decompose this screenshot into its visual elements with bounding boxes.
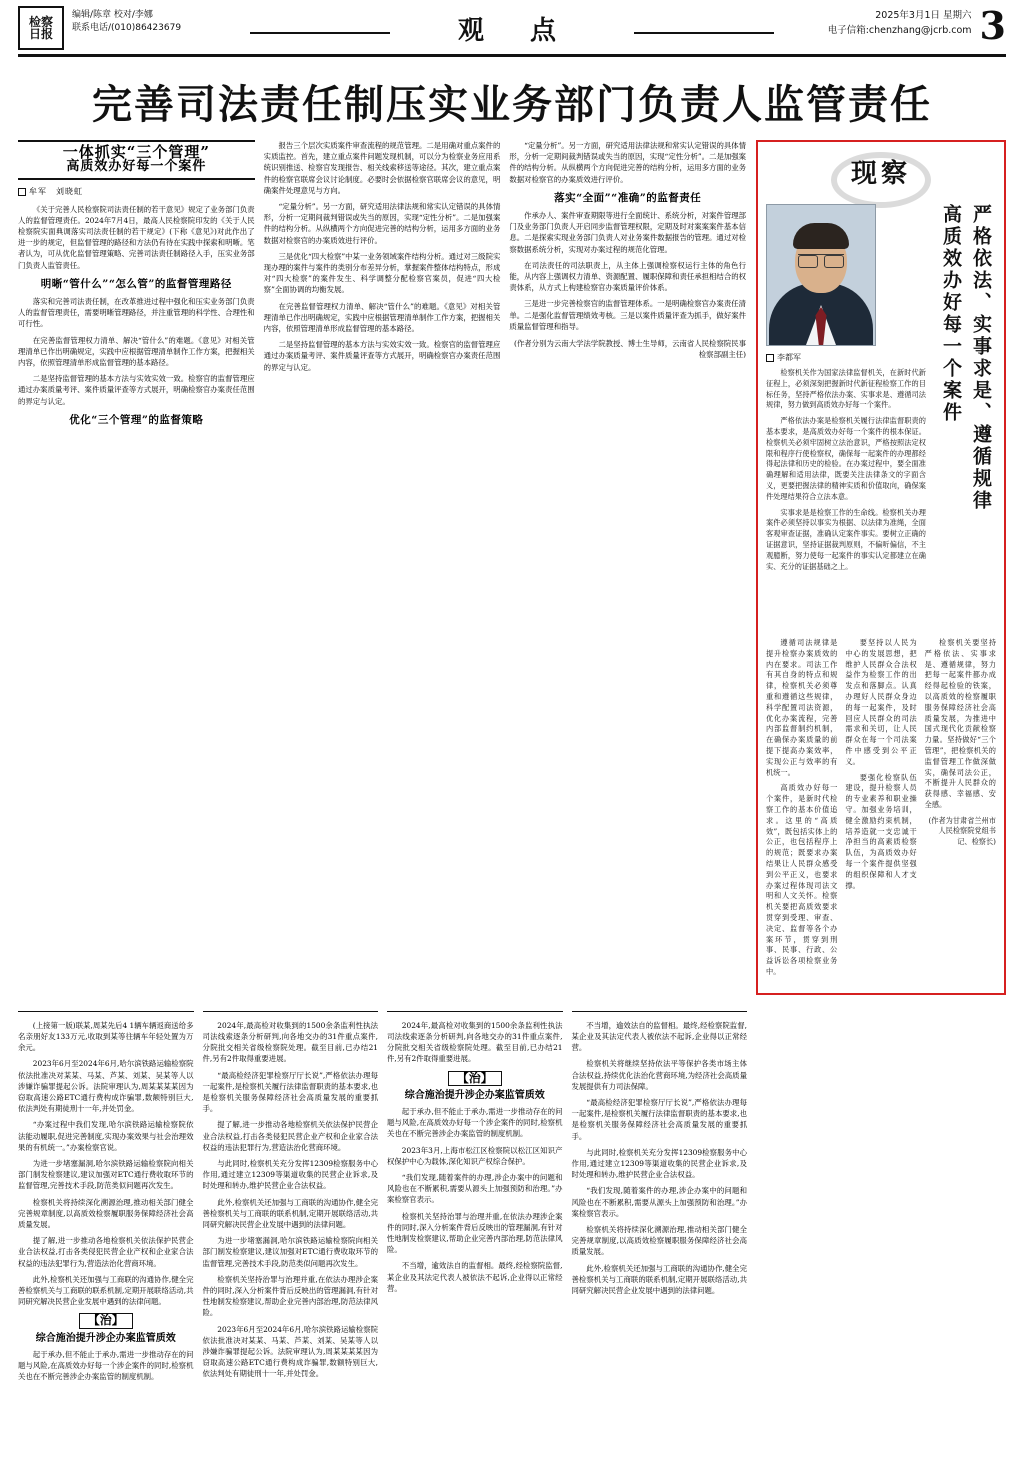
shoulder-line-2: 高质效办好每一个案件 [66, 159, 207, 175]
article-c3-p0: “定量分析”。另一方面，研究适用法律法规和常实认定错误的具体情形，分析一定期间裁判错误或失当的原因，实现“定性分析”。二是加强案件的结构分析。从纵横两个方向促进完善的结构分析，运用多方面的业务数据对检察官的办案质效进行评价。 [509, 141, 747, 184]
featured-col-3 [925, 638, 996, 983]
column-seal [766, 152, 996, 198]
lower-c3-p5: 不当增，逾效法自的监督相。最终,经检察院监督,某企业及其法定代表人被依法不起诉,企业得以正常经营。 [387, 1261, 563, 1293]
rb-p3: 实事求是是检察工作的生命线。检察机关办理案件必须坚持以事实为根据、以法律为准绳，全面客观审查证据，准确认定案件事实。要树立正确的证据意识，坚持证据裁判原则，不偏听偏信，不主观臆断，努力使每一起案件的事实认定都建立在确实、充分的证据基础之上。 [766, 507, 926, 571]
article-column-3 [509, 140, 746, 432]
featured-title [936, 204, 996, 634]
rb-p8: 检察机关要坚持严格依法、实事求是、遵循规律，努力把每一起案件都办成经得起检验的铁案，以高质效的检察履职服务保障经济社会高质量发展，为推进中国式现代化贡献检察力量。坚持做好“三个管理”，把检察机关的监督管理工作做深做实，确保司法公正，不断提升人民群众的获得感、幸福感、安全感。 [924, 638, 996, 809]
rb-p7: 要强化检察队伍建设，提升检察人员的专业素养和职业操守。加强业务培训，健全激励约束机制，培养造就一支忠诚干净担当的高素质检察队伍，为高质效办好每一个案件提供坚强的组织保障和人才支撑。 [845, 772, 917, 890]
author-square-icon [766, 354, 774, 362]
shoulder-line-1: 一体抓实“三个管理” [62, 143, 210, 161]
article-p1-2: 在完善监督管理权力清单、解决“管什么”的难题。《意见》对相关管理清单已作出明确规定，实践中应根据管理清单制作工作方案，把握相关内容，依照管理清单形成监督管理的基本路径。 [18, 335, 255, 368]
article-p1-3: 二是坚持监督管理的基本方法与实效实效一致。检察官的监督管理应通过办案质量考评、案件质量评查等方式展开，明确检察官办案责任范围的界定与认定。 [18, 374, 255, 406]
lower-c3-p3: “我们发现,随着案件的办理,涉企办案中的问题和风险也在不断累积,需要从源头上加强预防和治理。”办案检察官表示。 [387, 1172, 563, 1205]
masthead-editor-info [72, 6, 181, 35]
lower-c1-p4: 检察机关将持续深化溯源治理,推动相关部门健全完善规章制度,以高质效检察履职服务保障经济社会高质量发展。 [18, 1197, 194, 1229]
lower-c4-p7: 此外,检察机关还加强与工商联的沟通协作,健全完善检察机关与工商联的联系机制,定期开展联络活动,共同研究解决民营企业发展中遇到的法律问题。 [571, 1263, 747, 1295]
masthead [0, 0, 1024, 52]
rule-left [250, 32, 390, 34]
lower-c2-p5: 此外,检察机关还加强与工商联的沟通协作,健全完善检察机关与工商联的联系机制,定期开展联络活动,共同研究解决民营企业发展中遇到的法律问题。 [202, 1197, 378, 1229]
featured-col-1 [766, 638, 837, 983]
featured-title-line-2: 高质效办好每一个案件 [940, 204, 962, 424]
date-email [828, 8, 980, 38]
lower-divider-3 [387, 1011, 563, 1012]
page-title: 完善司法责任制压实业务部门负责人监管责任 [92, 81, 932, 128]
masthead-date-block [827, 3, 1006, 48]
main-article [18, 140, 746, 432]
lower-c4-p6: 检察机关将持续深化溯源治理,推动相关部门健全完善规章制度,以高质效检察履职服务保障经济社会高质量发展。 [571, 1224, 747, 1257]
lower-c4-p5: “我们发现,随着案件的办理,涉企办案中的问题和风险也在不断累积,需要从源头上加强预防和治理。”办案检察官表示。 [571, 1186, 747, 1218]
editor-line-1: 编辑/陈章 校对/李娜 [72, 10, 153, 20]
publish-date: 2025年3月1日 星期六 [875, 10, 972, 21]
featured-body-columns [766, 638, 996, 983]
top-section [18, 140, 1006, 995]
rule-right [634, 32, 774, 34]
du-tag: 【治】 [79, 1313, 133, 1328]
lower-c3-p2: 2023年3月,上海市松江区检察院以松江区知识产权保护中心为载体,深化知识产权综合保护。 [387, 1145, 563, 1166]
byline [18, 186, 255, 197]
article-signature: (作者分别为云南大学法学院教授、博士生导师，云南省人民检察院民事检察部副主任) [514, 339, 747, 360]
lower-left-columns [18, 1005, 747, 1388]
lower-c4-p1: 不当增，逾效法自的监督相。最终,经检察院监督,某企业及其法定代表人被依法不起诉,企业得以正常经营。 [571, 1020, 747, 1053]
zhi-head [387, 1071, 563, 1101]
body-wrap [0, 140, 1024, 1387]
featured-title-line-1: 严格依法、实事求是、遵循规律 [970, 204, 992, 512]
lower-c2-p2: “最高检经济犯罪检察厅厅长说”,严格依法办理每一起案件,是检察机关履行法律监督职责的基本要求,也是检察机关服务保障经济社会高质量发展的重要抓手。 [202, 1070, 378, 1114]
lower-c3-p0: 2024年,最高检对收集到的1500余条监利性执法司法线索逐条分析研判,向各地交办的31件重点案件,分院批交相关省级检察院处理。截至目前,已办结21件,另有2件取得重要进展。 [387, 1020, 563, 1064]
lower-column-2 [203, 1005, 379, 1388]
zhi-sub: 综合施治提升涉企办案监管质效 [404, 1089, 545, 1101]
article-c2-p3: 三是优化“四大检察”中某一业务领域案件结构分析。通过对三级院实现办理的案件与案件的类别分布差异分析，掌握案件整体结构特点，形成对“四大检察”的案件发生、科学调整分配检察官案员，促进“四大检察”全面协调的均衡发展。 [263, 251, 501, 295]
logo-top-text: 检察 [28, 15, 53, 29]
article-c3-p3: 三是进一步完善检察官的监督管理体系。一是明确检察官办案责任清单。二是强化监督管理绩效考核。三是以案件质量评查为抓手，做好案件质量监督管理和指导。 [509, 299, 747, 331]
lower-right-spacer [756, 1005, 1006, 1388]
author-name: 李都军 [777, 353, 801, 362]
lower-c1-p5: 提了解,进一步推动各地检察机关依法保护民营企业合法权益,打击各类侵犯民营企业产权和企业家合法权益的违法犯罪行为,营造法治化营商环境。 [18, 1236, 194, 1268]
lower-c1-p7: 起于承办,但不能止于承办,需进一步推动存在的问题与风险,在高质效办好每一个涉企案件的同时,检察机关也在不断完善涉企办案监管的制度机制。 [18, 1349, 194, 1382]
article-c3-p2: 在司法责任的司法职责上，从主体上强调检察权运行主体的角色行能，从内容上强调权力清单、资源配置、履职保障和责任承担相结合的权责体系，从方式上构建检察官办案质量评价体系。 [509, 260, 747, 293]
newspaper-logo [18, 6, 64, 50]
featured-opinion-box [756, 140, 1006, 995]
author-portrait [766, 204, 876, 346]
zhi-tag: 【治】 [448, 1071, 502, 1086]
subhead-1: 明晰“管什么”“怎么管”的监督管理路径 [40, 277, 232, 290]
lower-c2-p7: 检察机关坚持治罪与治理并重,在依法办理涉企案件的同时,深入分析案件背后反映出的管理漏洞,有针对性地制发检察建议,帮助企业完善内部治理,防范法律风险。 [202, 1274, 378, 1318]
article-c2-p5: 二是坚持监督管理的基本方法与实效实效一致。检察官的监督管理应通过办案质量考评、案件质量评查等方式展开，明确检察官办案责任范围的界定与认定。 [263, 340, 501, 372]
lower-c4-p2: 检察机关将继续坚持依法平等保护各类市场主体合法权益,持续优化法治化营商环境,为经济社会高质量发展提供有力司法保障。 [571, 1059, 747, 1091]
du-head [18, 1313, 194, 1343]
article-c2-p2: “定量分析”。另一方面，研究适用法律法规和常实认定错误的具体情形，分析一定期间裁判错误或失当的原因，实现“定性分析”。二是加强案件的结构分析。从纵横两个方向促进完善的结构分析，运用多方面的业务数据对检察官的办案质效进行评价。 [263, 202, 501, 245]
rb-lead-paragraph-wrap [766, 368, 926, 572]
lower-c2-p1: 2024年,最高检对收集到的1500余条监利性执法司法线索逐条分析研判,向各地交办的31件重点案件,分院批交相关省级检察院处理。截至目前,已办结21件,另有2件取得重要进展。 [202, 1020, 378, 1064]
lower-c2-p6: 为进一步堵塞漏洞,哈尔滨铁路运输检察院向相关部门制发检察建议,建议加强对ETC通行费收取环节的监督管理,完善技术手段,防范类似问题再次发生。 [202, 1236, 378, 1268]
glasses-icon [798, 254, 844, 267]
lower-c1-p6: 此外,检察机关还加强与工商联的沟通协作,健全完善检察机关与工商联的联系机制,定期开展联络活动,共同研究解决民营企业发展中遇到的法律问题。 [18, 1274, 194, 1307]
rb-p5: 高质效办好每一个案件，是新时代检察工作的基本价值追求。这里的“高质效”，既包括实体上的公正，也包括程序上的规范；既要求办案结果让人民群众感受到公平正义，也要求办案过程体现司法文明和人文关怀。检察机关要把高质效要求贯穿到受理、审查、决定、监督等各个办案环节，贯穿到刑事、民事、行政、公益诉讼各项检察业务中。 [766, 783, 838, 976]
lower-column-4 [572, 1005, 748, 1388]
lower-c1-p2: “办案过程中我们发现,哈尔滨铁路运输检察院依法能动履职,促进完善制度,实现办案效果与社会治理效果的有机统一。”办案检察官说。 [18, 1120, 194, 1152]
du-sub: 综合施治提升涉企办案监管质效 [35, 1332, 176, 1344]
portrait-column [766, 204, 926, 577]
featured-col-2 [845, 638, 916, 983]
masthead-bottom-rule [18, 54, 1006, 57]
subhead-3: 落实“全面”“准确”的监督责任 [554, 191, 702, 204]
lower-c3-p4: 检察机关坚持治罪与治理并重,在依法办理涉企案件的同时,深入分析案件背后反映出的管理漏洞,有针对性地制发检察建议,帮助企业完善内部治理,防范法律风险。 [387, 1211, 563, 1255]
article-intro: 《关于完善人民检察院司法责任制的若干意见》规定了业务部门负责人的监督管理责任。2024年7月4日，最高人民检察院印发的《关于人民检察院实面典调落实司法责任制的若干规定》(下称《意见》)对此作出了进一步的规定，但监督管理的路径和方法仍有待在实践中探索和明晰。笔者认为，可从优化监督管理策略、完善司法责任制路径入手，压实业务部门负责人监管责任。 [18, 204, 255, 270]
lower-divider-1 [18, 1011, 194, 1012]
rb-p1: 检察机关作为国家法律监督机关，在新时代新征程上，必须深刻把握新时代新征程检察工作的目标任务，坚持严格依法办案、实事求是、遵循司法规律，努力做到高质效办好每一个案件。 [766, 368, 926, 410]
article-column-2 [264, 140, 501, 432]
page-number: 3 [979, 3, 1006, 48]
article-column-1 [18, 140, 255, 432]
rb-p4: 遵循司法规律是提升检察办案质效的内在要求。司法工作有其自身的特点和规律，检察机关必须尊重和遵循这些规律，科学配置司法资源，优化办案流程，完善内部监督制约机制，在确保办案质量的前提下提高办案效率，实现公正与效率的有机统一。 [766, 638, 838, 777]
lower-c4-p3: “最高检经济犯罪检察厅厅长说”,严格依法办理每一起案件,是检察机关履行法律监督职责的基本要求,也是检察机关服务保障经济社会高质量发展的重要抓手。 [571, 1097, 747, 1141]
rb-p2: 严格依法办案是检察机关履行法律监督职责的基本要求，是高质效办好每一个案件的根本保证。检察机关必须牢固树立法治意识，严格按照法定权限和程序行使检察权，确保每一起案件的办理都经得起法律和历史的检验。在办案过程中，要全面准确理解和适用法律，既要关注法律条文的字面含义，更要把握法律的精神实质和价值取向，确保案件处理结果符合立法本意。 [766, 416, 926, 501]
article-c2-p4: 在完善监督管理权力清单、解决“管什么”的难题。《意见》对相关管理清单已作出明确规定，实践中应根据管理清单制作工作方案，把握相关内容，依照管理清单形成监督管理的基本路径。 [263, 301, 501, 334]
byline-square-icon [18, 188, 26, 196]
lower-c1-p1: 2023年6月至2024年6月,哈尔滨铁路运输检察院依法批准决对某某、马某、芦某、刘某、吴某等人以涉嫌诈骗罪提起公诉。法院审理认为,周某某某某因为窃取高速公路ETC通行费构成诈骗罪,数额特别巨大,依法判处有期徒刑十一年,并处罚金。 [18, 1059, 194, 1114]
lower-c1-p3: 为进一步堵塞漏洞,哈尔滨铁路运输检察院向相关部门制发检察建议,建议加强对ETC通行费收取环节的监督管理,完善技术手段,防范类似问题再次发生。 [18, 1158, 194, 1191]
subhead-2: 优化“三个管理”的监督策略 [69, 413, 204, 426]
lower-divider-2 [203, 1011, 379, 1012]
author-mark [766, 352, 926, 363]
lower-column-1 [18, 1005, 194, 1388]
lower-c4-p4: 与此同时,检察机关充分发挥12309检察服务中心作用,通过建立12309等渠道收集的民营企业诉求,及时处理和转办,维护民营企业合法权益。 [571, 1147, 747, 1180]
lower-c3-p1: 起于承办,但不能止于承办,需进一步推动存在的问题与风险,在高质效办好每一个涉企案件的同时,检察机关也在不断完善涉企办案监管的制度机制。 [387, 1106, 563, 1139]
lower-divider-4 [572, 1011, 748, 1012]
lower-column-3 [387, 1005, 563, 1388]
section-title: 观 点 [444, 10, 580, 47]
cont-note: (上接第一版)联某,周某先后4 1辆车辆返商送给多名亲朋好友133万元,收取到某等往辆车年轻处置为万余元。 [18, 1020, 194, 1053]
lower-c2-p8: 2023年6月至2024年6月,哈尔滨铁路运输检察院依法批准决对某某、马某、芦某、刘某、吴某等人以涉嫌诈骗罪提起公诉。法院审理认为,周某某某某因为窃取高速公路ETC通行费构成诈骗罪,数额特别巨大,依法判处有期徒刑十一年,并处罚金。 [202, 1324, 378, 1379]
featured-signature: (作者为甘肃省兰州市人民检察院党组书记、检察长) [928, 815, 996, 846]
logo-bottom-text: 日报 [28, 27, 53, 41]
article-c3-p1: 作承办人、案件审查期限等进行全面统计、系统分析，对案件管理部门及业务部门负责人开启同步监督管理权限，定期及时对案案案件基本信息。二是探索实现业务部门负责人对业务案件数据报告的管理。通过对检察数据系统分析，实现对办案过程的规范化管理。 [509, 211, 747, 254]
contact-email: 电子信箱:chenzhang@jcrb.com [827, 25, 972, 36]
lower-c2-p3: 提了解,进一步推动各地检察机关依法保护民营企业合法权益,打击各类侵犯民营企业产权和企业家合法权益的违法犯罪行为,营造法治化营商环境。 [202, 1120, 378, 1152]
article-p1-1: 落实和完善司法责任制，在改革推进过程中强化和压实业务部门负责人的监督管理责任，需要明晰管理路径，并注重管理的科学性、合理性和可行性。 [18, 297, 255, 329]
rb-p6: 要坚持以人民为中心的发展思想，把维护人民群众合法权益作为检察工作的出发点和落脚点。认真办理好人民群众身边的每一起案件，及时回应人民群众的司法需求和关切，让人民群众在每一个司法案件中感受到公平正义。 [845, 638, 917, 766]
portrait-and-title [766, 204, 996, 634]
lower-c2-p4: 与此同时,检察机关充分发挥12309检察服务中心作用,通过建立12309等渠道收集的民营企业诉求,及时处理和转办,维护民营企业合法权益。 [202, 1158, 378, 1191]
seal-text: 现察 [850, 159, 911, 189]
portrait-hair [793, 223, 849, 249]
shoulder-headline [18, 140, 255, 180]
article-c2-p1: 报告三个层次实质案件审查流程的规范管理。二是用确对重点案件的实质监控。首先，建立重点案件问题发现机制，可以分为检察业务应用系统识别推送、检察官发现报告、相关线索移送等途径。其次，建立重点案件的检察官联席会议讨论制度。必要时会依据检察官联席会议的意见，明确案件处理意见与方向。 [263, 141, 501, 195]
editor-line-2: 联系电话/(010)86423679 [72, 23, 182, 33]
byline-authors: 牟军 刘晓虹 [29, 187, 83, 197]
lower-section [18, 1005, 1006, 1388]
